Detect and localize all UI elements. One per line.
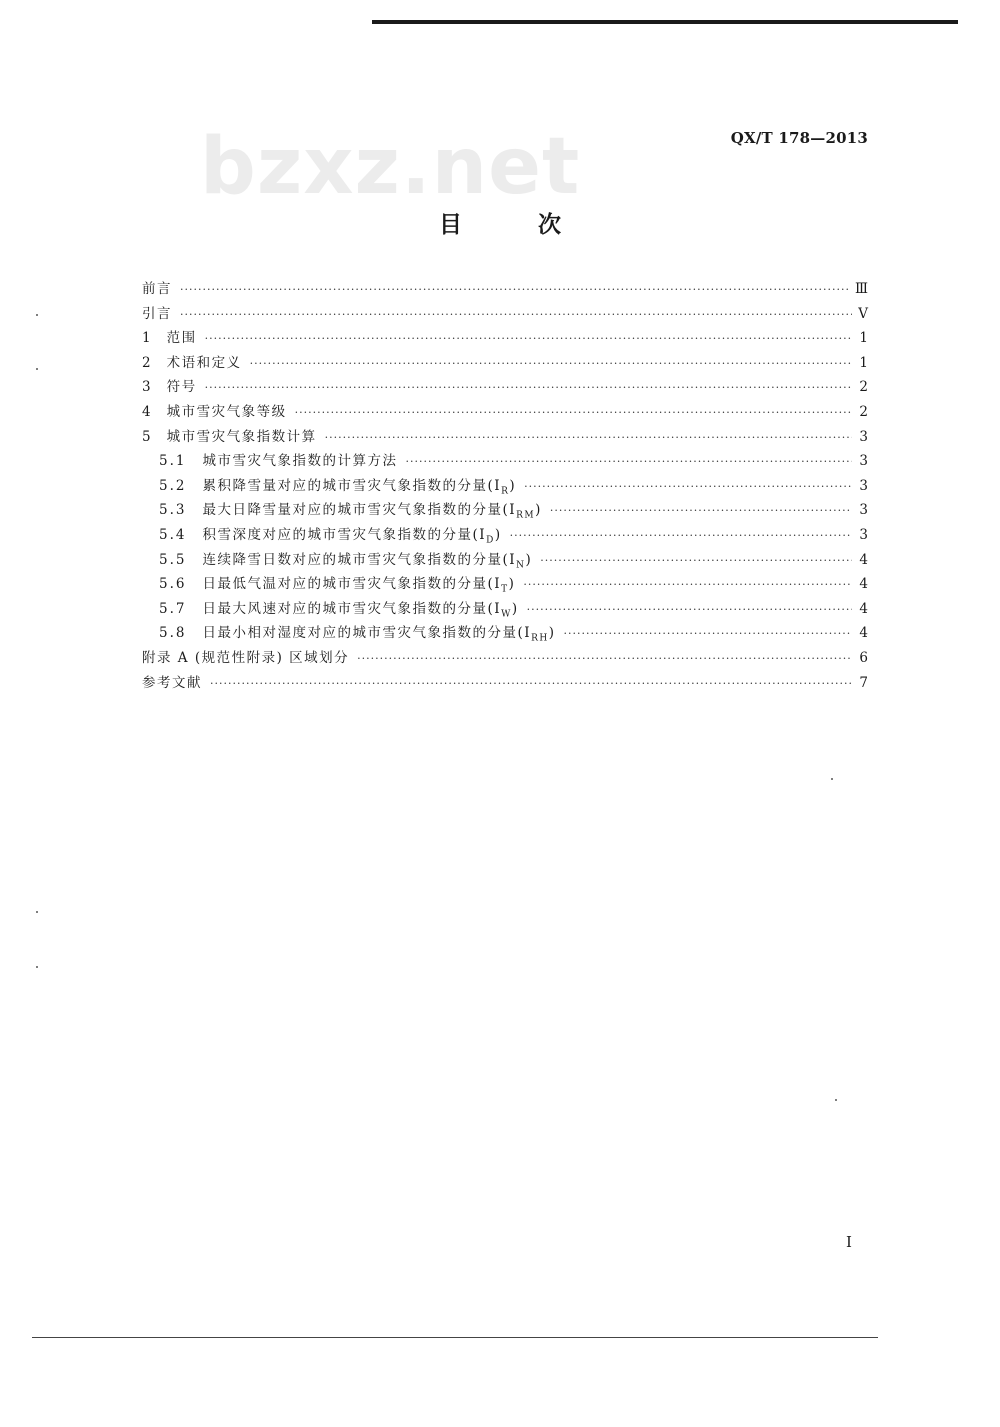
toc-entry[interactable] (142, 375, 868, 400)
toc-entry-number: 5.8 (159, 625, 187, 642)
toc-leader-dots (205, 332, 852, 345)
toc-entry-number: 5.6 (159, 576, 187, 593)
toc-entry-subscript: RH (531, 634, 549, 644)
toc-leader-dots (357, 652, 852, 665)
scan-speck (831, 778, 833, 780)
toc-entry-page: V (858, 305, 868, 322)
toc-entry-label-text: 积雪深度对应的城市雪灾气象指数的分量(I (202, 526, 487, 543)
toc-entry-label-text: 引言 (142, 305, 172, 322)
watermark: bzxz.net (200, 122, 581, 212)
toc-leader-dots (524, 480, 852, 493)
toc-entry-label-text: 前言 (142, 281, 172, 297)
scan-speck (36, 911, 38, 913)
toc-entry-label (202, 474, 516, 497)
toc-leader-dots (523, 578, 852, 591)
toc-entry-label-text: 附录 A (规范性附录) 区域划分 (142, 649, 350, 666)
toc-entry-label (167, 425, 317, 445)
toc-leader-dots (180, 308, 852, 321)
toc-entry-subscript: N (516, 560, 526, 571)
toc-entry-label-text: 日最小相对湿度对应的城市雪灾气象指数的分量(I (202, 625, 532, 642)
scan-speck (835, 1099, 837, 1101)
toc-leader-dots (527, 603, 852, 616)
toc-entry[interactable] (142, 572, 868, 597)
toc-entry[interactable] (142, 425, 868, 450)
toc-entry-label (202, 597, 518, 620)
table-of-contents (142, 277, 868, 695)
toc-entry-label-text: 最大日降雪量对应的城市雪灾气象指数的分量(I (202, 502, 517, 519)
toc-entry[interactable] (142, 498, 868, 523)
toc-entry-page: 4 (859, 576, 868, 593)
toc-entry-number: 5.7 (159, 600, 187, 617)
toc-entry-page: Ⅲ (854, 281, 868, 297)
toc-entry-label-tail: ) (511, 600, 519, 617)
page-number: I (846, 1233, 852, 1251)
toc-entry[interactable] (142, 671, 868, 696)
toc-entry-number: 5.1 (159, 453, 187, 470)
toc-entry-label (202, 449, 397, 469)
toc-entry-label-text: 参考文献 (142, 674, 202, 691)
bottom-rule (32, 1337, 878, 1338)
toc-entry-number: 5.2 (159, 477, 187, 494)
toc-entry-label (167, 375, 197, 395)
toc-entry[interactable] (142, 277, 868, 302)
toc-entry-number: 5.3 (159, 502, 187, 519)
toc-entry-label (142, 671, 202, 691)
toc-entry-number: 5.4 (159, 526, 187, 543)
toc-entry[interactable] (142, 474, 868, 499)
top-rule (372, 20, 958, 24)
toc-entry-page: 2 (859, 379, 868, 396)
toc-entry-subscript: RM (516, 511, 536, 522)
toc-entry-number: 5 (142, 428, 153, 445)
toc-entry-label (142, 302, 172, 322)
toc-entry-label-text: 城市雪灾气象指数计算 (166, 428, 317, 445)
toc-entry-page: 4 (859, 551, 868, 568)
toc-leader-dots (210, 677, 852, 690)
toc-entry-label-text: 累积降雪量对应的城市雪灾气象指数的分量(I (202, 477, 502, 494)
toc-entry-label-tail: ) (494, 526, 502, 543)
toc-entry-page: 1 (859, 354, 868, 371)
toc-entry-label-text: 符号 (166, 379, 197, 396)
toc-entry-label (202, 498, 541, 521)
toc-leader-dots (180, 283, 849, 296)
toc-entry-page: 2 (859, 403, 868, 420)
toc-entry-page: 3 (859, 477, 868, 494)
toc-entry-label-text: 日最低气温对应的城市雪灾气象指数的分量(I (202, 576, 502, 593)
toc-entry-number: 5.5 (159, 551, 187, 568)
toc-entry-label-tail: ) (525, 551, 533, 568)
toc-entry-label-text: 范围 (166, 330, 197, 347)
toc-entry[interactable] (142, 597, 868, 622)
toc-title: 目 次 (438, 212, 595, 238)
toc-entry-label (202, 548, 532, 571)
toc-entry-page: 4 (859, 625, 868, 642)
scan-speck (36, 966, 38, 968)
toc-leader-dots (295, 406, 852, 419)
toc-entry-label-text: 城市雪灾气象等级 (166, 403, 287, 420)
toc-leader-dots (250, 357, 852, 370)
toc-entry-page: 4 (859, 600, 868, 617)
toc-entry-page: 3 (859, 428, 868, 445)
toc-entry[interactable] (142, 302, 868, 327)
toc-leader-dots (540, 554, 852, 567)
toc-entry-label (167, 326, 197, 346)
toc-entry-label (142, 646, 349, 666)
toc-entry-label-text: 日最大风速对应的城市雪灾气象指数的分量(I (202, 600, 502, 617)
toc-leader-dots (405, 455, 852, 468)
toc-entry-label-text: 城市雪灾气象指数的计算方法 (202, 453, 398, 470)
toc-entry-page: 7 (859, 674, 868, 691)
toc-entry-page: 6 (859, 649, 868, 666)
toc-entry-label (167, 351, 242, 371)
toc-entry-label-tail: ) (508, 576, 516, 593)
scan-speck (36, 314, 38, 316)
toc-leader-dots (564, 627, 853, 640)
toc-entry-label-tail: ) (535, 502, 542, 519)
toc-entry-label-text: 术语和定义 (166, 354, 242, 371)
toc-entry[interactable] (142, 548, 868, 573)
toc-entry-page: 3 (859, 453, 868, 470)
toc-entry-page: 3 (859, 526, 868, 543)
toc-entry[interactable] (142, 449, 868, 474)
toc-entry-label-tail: ) (509, 477, 517, 494)
toc-entry-label (202, 621, 555, 644)
toc-entry-subscript: T (501, 584, 509, 595)
toc-entry[interactable] (142, 351, 868, 376)
toc-entry-page: 1 (859, 330, 868, 347)
toc-entry-label (167, 400, 287, 420)
toc-leader-dots (325, 431, 852, 444)
toc-entry-page: 3 (859, 502, 868, 519)
toc-entry[interactable] (142, 646, 868, 671)
toc-entry[interactable] (142, 400, 868, 425)
toc-entry-number: 4 (142, 403, 153, 420)
toc-entry-label (142, 277, 172, 297)
toc-entry-number: 1 (142, 330, 153, 347)
toc-entry-label (202, 572, 515, 595)
toc-leader-dots (550, 504, 852, 517)
toc-entry-subscript: D (486, 535, 495, 546)
toc-entry-subscript: R (501, 486, 510, 497)
toc-entry-label-text: 连续降雪日数对应的城市雪灾气象指数的分量(I (202, 551, 517, 568)
toc-entry[interactable] (142, 523, 868, 548)
toc-leader-dots (510, 529, 852, 542)
scan-speck (36, 368, 38, 370)
toc-entry-subscript: W (501, 609, 512, 620)
toc-entry[interactable] (142, 621, 868, 646)
toc-entry-label-tail: ) (548, 625, 556, 642)
toc-entry-label (202, 523, 501, 546)
toc-entry-number: 2 (142, 354, 153, 371)
standard-code: QX/T 178—2013 (730, 129, 868, 147)
toc-entry-number: 3 (142, 379, 153, 396)
toc-leader-dots (205, 381, 852, 394)
toc-entry[interactable] (142, 326, 868, 351)
